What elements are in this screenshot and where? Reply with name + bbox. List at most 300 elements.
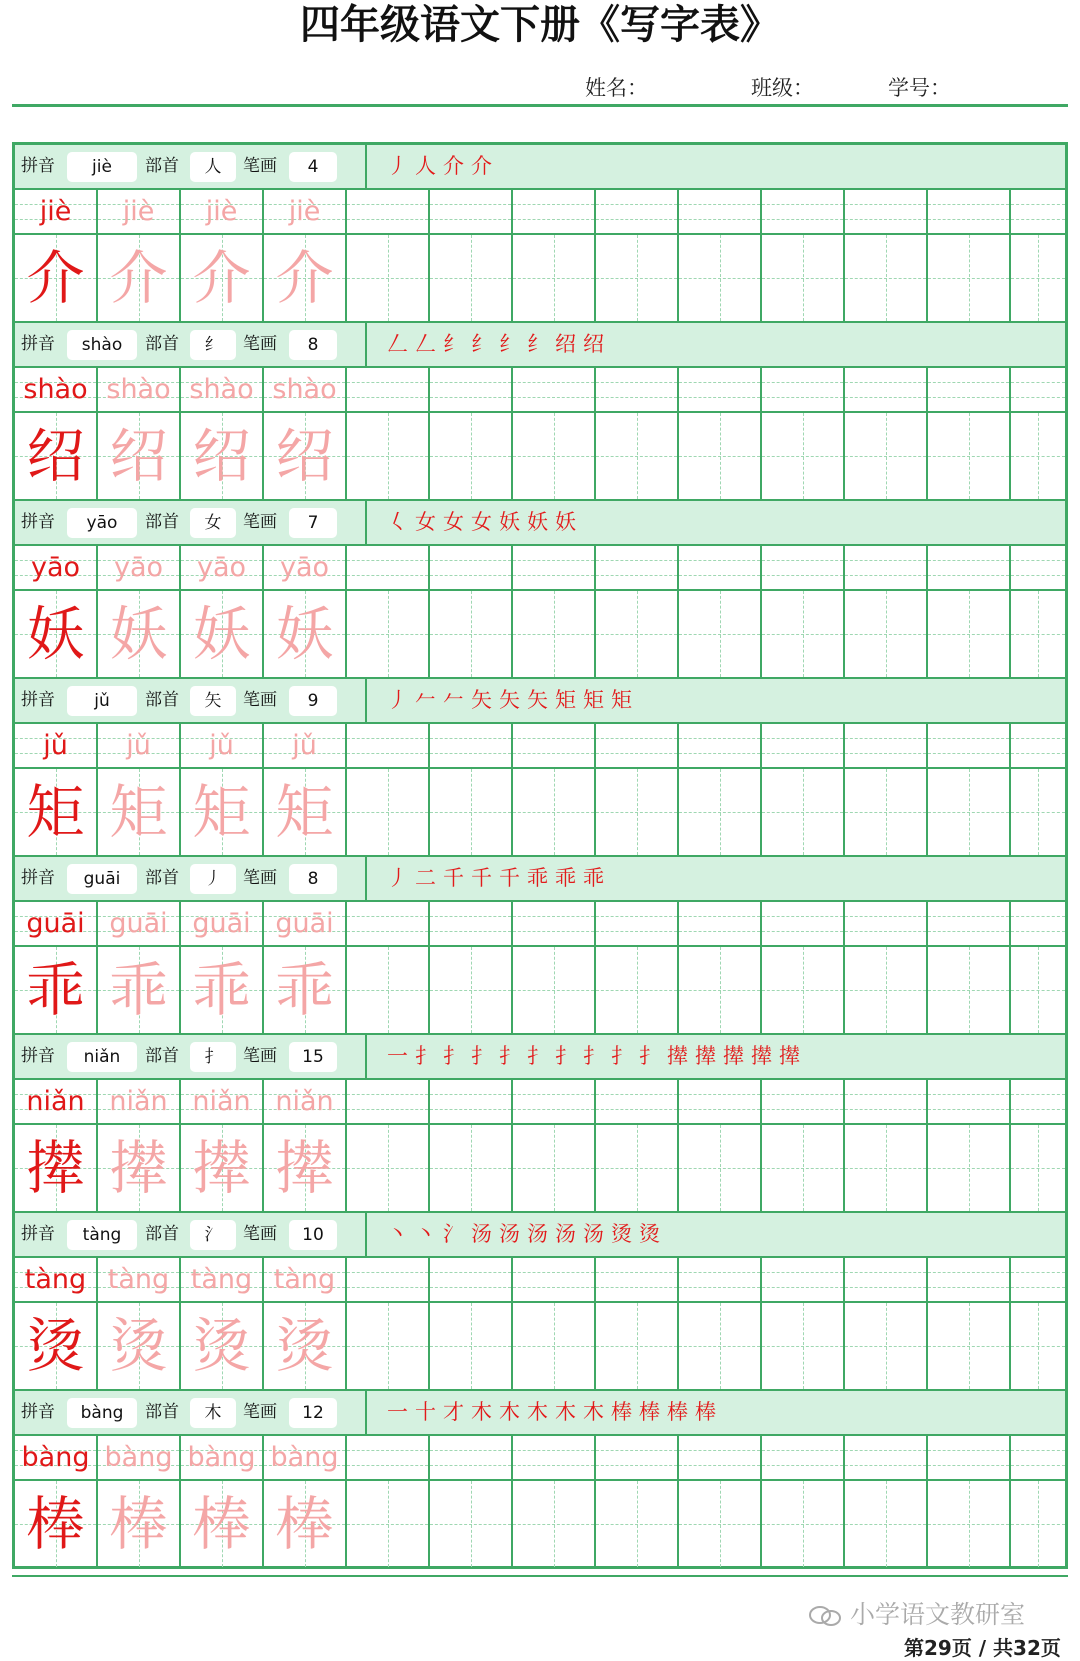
writing-sheet: [12, 142, 1068, 1569]
radical-value: 矢: [190, 686, 236, 716]
stroke-step: 女: [415, 510, 436, 534]
hanzi-row: [15, 235, 1065, 321]
hanzi-cell: [98, 591, 181, 677]
stroke-count-value: 15: [289, 1042, 337, 1072]
pinyin-practice-cell[interactable]: [430, 1080, 513, 1123]
stroke-step: 一: [387, 1044, 408, 1068]
stroke-step: 纟: [499, 332, 520, 356]
radical-value: 纟: [190, 330, 236, 360]
pinyin-practice-cell[interactable]: [679, 902, 762, 945]
stroke-count-value: 7: [289, 508, 337, 538]
char-header: [15, 857, 1065, 902]
stroke-count-value: 10: [289, 1220, 337, 1250]
pinyin-practice-cell[interactable]: [513, 724, 596, 767]
stroke-step: 扌: [499, 1044, 520, 1068]
pinyin-practice-cell[interactable]: [513, 902, 596, 945]
stroke-step: 木: [583, 1400, 604, 1424]
hanzi-practice-cell[interactable]: [928, 769, 1011, 855]
hanzi-practice-cell[interactable]: [679, 1125, 762, 1211]
name-label: 姓名：: [585, 76, 648, 100]
stroke-step: 绍: [583, 332, 604, 356]
hanzi-cell: [98, 1481, 181, 1567]
hanzi-practice-cell[interactable]: [845, 1125, 928, 1211]
stroke-order: [387, 1391, 723, 1434]
hanzi-practice-cell[interactable]: [928, 235, 1011, 321]
stroke-step: 𠃋: [387, 332, 408, 356]
stroke-step: 𠂉: [443, 688, 464, 712]
hanzi-practice-cell[interactable]: [762, 591, 845, 677]
pinyin-label: 拼音: [21, 868, 55, 888]
pinyin-trace: bàng: [270, 1442, 339, 1473]
pinyin-label: 拼音: [21, 690, 55, 710]
hanzi-practice-cell[interactable]: [596, 947, 679, 1033]
stroke-count-label: 笔画: [243, 690, 277, 710]
pinyin-practice-cell[interactable]: [928, 190, 1011, 233]
hanzi-practice-cell[interactable]: [430, 413, 513, 499]
pinyin-practice-cell[interactable]: [347, 1258, 430, 1301]
student-number-label: 学号：: [888, 76, 951, 100]
hanzi-row: [15, 1125, 1065, 1211]
pinyin-trace: shào: [106, 374, 171, 405]
pinyin-practice-cell[interactable]: [430, 1436, 513, 1479]
hanzi-practice-cell[interactable]: [347, 769, 430, 855]
hanzi-practice-cell[interactable]: [347, 947, 430, 1033]
hanzi-cell: [264, 591, 347, 677]
hanzi-practice-cell[interactable]: [679, 235, 762, 321]
hanzi-cell: [181, 1303, 264, 1389]
hanzi-trace: 矩: [192, 778, 251, 846]
pinyin-practice-cell[interactable]: [347, 546, 430, 589]
pinyin-practice-cell[interactable]: [679, 546, 762, 589]
stroke-count-label: 笔画: [243, 512, 277, 532]
pinyin-practice-cell[interactable]: [762, 368, 845, 411]
stroke-step: 木: [527, 1400, 548, 1424]
hanzi-practice-cell[interactable]: [347, 235, 430, 321]
hanzi-practice-cell[interactable]: [430, 235, 513, 321]
watermark-text: 小学语文教研室: [849, 1600, 1025, 1629]
pinyin-practice-cell[interactable]: [762, 1080, 845, 1123]
pinyin-cell: [181, 1436, 264, 1479]
hanzi-practice-cell[interactable]: [928, 947, 1011, 1033]
hanzi-practice-cell[interactable]: [347, 591, 430, 677]
pinyin-trace: jǔ: [126, 730, 151, 761]
page-number: 第29页 / 共32页: [904, 1636, 1061, 1660]
hanzi-practice-cell[interactable]: [513, 947, 596, 1033]
stroke-step: 扌: [415, 1044, 436, 1068]
pinyin-practice-cell[interactable]: [347, 1080, 430, 1123]
pinyin-label: 拼音: [21, 156, 55, 176]
stroke-step: 汤: [499, 1222, 520, 1246]
hanzi-practice-cell[interactable]: [430, 1481, 513, 1567]
pinyin-model: yāo: [30, 552, 81, 583]
stroke-step: 𠂉: [415, 688, 436, 712]
pinyin-practice-cell[interactable]: [347, 190, 430, 233]
hanzi-trace: 乖: [192, 956, 251, 1024]
stroke-step: 汤: [555, 1222, 576, 1246]
stroke-count-label: 笔画: [243, 156, 277, 176]
hanzi-practice-cell[interactable]: [513, 235, 596, 321]
stroke-step: 撵: [667, 1044, 688, 1068]
hanzi-cell: [98, 1125, 181, 1211]
hanzi-practice-cell[interactable]: [596, 1125, 679, 1211]
pinyin-practice-cell[interactable]: [845, 546, 928, 589]
pinyin-trace: jiè: [288, 196, 321, 227]
pinyin-cell: [264, 1258, 347, 1301]
hanzi-practice-cell[interactable]: [596, 1303, 679, 1389]
pinyin-practice-cell[interactable]: [596, 902, 679, 945]
pinyin-practice-cell[interactable]: [347, 1436, 430, 1479]
pinyin-practice-cell[interactable]: [762, 1436, 845, 1479]
hanzi-practice-cell[interactable]: [513, 591, 596, 677]
stroke-step: 二: [415, 866, 436, 890]
pinyin-trace: shào: [272, 374, 337, 405]
pinyin-practice-cell[interactable]: [762, 902, 845, 945]
pinyin-practice-cell[interactable]: [430, 546, 513, 589]
stroke-count-label: 笔画: [243, 1224, 277, 1244]
stroke-step: 棒: [695, 1400, 716, 1424]
pinyin-practice-cell[interactable]: [430, 902, 513, 945]
hanzi-practice-cell[interactable]: [1011, 769, 1065, 855]
stroke-step: 木: [471, 1400, 492, 1424]
pinyin-cell: [181, 902, 264, 945]
hanzi-practice-cell[interactable]: [596, 413, 679, 499]
stroke-step: 乖: [527, 866, 548, 890]
pinyin-row: [15, 190, 1065, 235]
pinyin-practice-cell[interactable]: [762, 724, 845, 767]
stroke-count-label: 笔画: [243, 1402, 277, 1422]
pinyin-practice-cell[interactable]: [596, 724, 679, 767]
hanzi-practice-cell[interactable]: [1011, 1481, 1065, 1567]
hanzi-practice-cell[interactable]: [679, 1481, 762, 1567]
hanzi-practice-cell[interactable]: [845, 413, 928, 499]
pinyin-practice-cell[interactable]: [679, 724, 762, 767]
radical-label: 部首: [145, 1402, 179, 1422]
pinyin-practice-cell[interactable]: [845, 1080, 928, 1123]
pinyin-practice-cell[interactable]: [679, 190, 762, 233]
char-header: [15, 1213, 1065, 1258]
hanzi-practice-cell[interactable]: [845, 769, 928, 855]
pinyin-practice-cell[interactable]: [928, 724, 1011, 767]
hanzi-practice-cell[interactable]: [928, 1303, 1011, 1389]
hanzi-trace: 乖: [275, 956, 334, 1024]
pinyin-practice-cell[interactable]: [845, 1258, 928, 1301]
hanzi-cell: [264, 1481, 347, 1567]
stroke-step: 汤: [471, 1222, 492, 1246]
pinyin-practice-cell[interactable]: [513, 190, 596, 233]
pinyin-model: jǔ: [43, 730, 68, 761]
hanzi-practice-cell[interactable]: [762, 1303, 845, 1389]
hanzi-practice-cell[interactable]: [596, 769, 679, 855]
radical-label: 部首: [145, 1046, 179, 1066]
hanzi-cell: [264, 1303, 347, 1389]
hanzi-practice-cell[interactable]: [679, 947, 762, 1033]
hanzi-practice-cell[interactable]: [430, 1125, 513, 1211]
hanzi-cell: [181, 947, 264, 1033]
hanzi-trace: 绍: [109, 422, 168, 490]
hanzi-practice-cell[interactable]: [679, 591, 762, 677]
pinyin-practice-cell[interactable]: [928, 902, 1011, 945]
pinyin-practice-cell[interactable]: [596, 546, 679, 589]
hanzi-cell: [98, 235, 181, 321]
pinyin-practice-cell[interactable]: [928, 368, 1011, 411]
pinyin-practice-cell[interactable]: [596, 1258, 679, 1301]
pinyin-practice-cell[interactable]: [762, 190, 845, 233]
pinyin-practice-cell[interactable]: [845, 368, 928, 411]
hanzi-cell: [15, 1125, 98, 1211]
pinyin-practice-cell[interactable]: [845, 902, 928, 945]
hanzi-practice-cell[interactable]: [679, 413, 762, 499]
stroke-step: 矢: [499, 688, 520, 712]
pinyin-practice-cell[interactable]: [679, 1436, 762, 1479]
pinyin-practice-cell[interactable]: [430, 368, 513, 411]
stroke-step: 木: [499, 1400, 520, 1424]
stroke-step: 撵: [723, 1044, 744, 1068]
hanzi-row: [15, 413, 1065, 499]
stroke-step: 纟: [527, 332, 548, 356]
pinyin-practice-cell[interactable]: [430, 1258, 513, 1301]
pinyin-trace: bàng: [104, 1442, 173, 1473]
stroke-order: [387, 1213, 667, 1256]
stroke-step: 丶: [387, 1222, 408, 1246]
pinyin-label: 拼音: [21, 512, 55, 532]
hanzi-trace: 妖: [109, 600, 168, 668]
pinyin-practice-cell[interactable]: [596, 1436, 679, 1479]
hanzi-practice-cell[interactable]: [845, 591, 928, 677]
pinyin-practice-cell[interactable]: [1011, 546, 1065, 589]
pinyin-practice-cell[interactable]: [1011, 1436, 1065, 1479]
pinyin-practice-cell[interactable]: [347, 902, 430, 945]
radical-label: 部首: [145, 868, 179, 888]
hanzi-practice-cell[interactable]: [679, 769, 762, 855]
pinyin-practice-cell[interactable]: [347, 368, 430, 411]
hanzi-practice-cell[interactable]: [513, 769, 596, 855]
header-divider: [365, 1391, 367, 1436]
stroke-step: 乖: [555, 866, 576, 890]
pinyin-row: [15, 546, 1065, 591]
pinyin-practice-cell[interactable]: [513, 546, 596, 589]
pinyin-cell: [181, 190, 264, 233]
hanzi-practice-cell[interactable]: [596, 1481, 679, 1567]
pinyin-practice-cell[interactable]: [430, 724, 513, 767]
hanzi-practice-cell[interactable]: [762, 1125, 845, 1211]
pinyin-practice-cell[interactable]: [762, 546, 845, 589]
pinyin-cell: [98, 546, 181, 589]
pinyin-model: jiè: [39, 196, 72, 227]
pinyin-cell: [181, 724, 264, 767]
pinyin-practice-cell[interactable]: [679, 1080, 762, 1123]
hanzi-practice-cell[interactable]: [596, 591, 679, 677]
hanzi-practice-cell[interactable]: [845, 1481, 928, 1567]
stroke-step: 女: [471, 510, 492, 534]
hanzi-practice-cell[interactable]: [1011, 591, 1065, 677]
hanzi-practice-cell[interactable]: [845, 235, 928, 321]
pinyin-trace: jiè: [122, 196, 155, 227]
stroke-step: 女: [443, 510, 464, 534]
pinyin-label: 拼音: [21, 1402, 55, 1422]
hanzi-practice-cell[interactable]: [513, 1481, 596, 1567]
hanzi-practice-cell[interactable]: [928, 1481, 1011, 1567]
hanzi-practice-cell[interactable]: [762, 1481, 845, 1567]
pinyin-practice-cell[interactable]: [1011, 190, 1065, 233]
radical-label: 部首: [145, 156, 179, 176]
hanzi-practice-cell[interactable]: [430, 1303, 513, 1389]
pinyin-practice-cell[interactable]: [513, 1436, 596, 1479]
hanzi-trace: 绍: [192, 422, 251, 490]
stroke-count-value: 8: [289, 864, 337, 894]
pinyin-practice-cell[interactable]: [928, 1080, 1011, 1123]
stroke-step: 汤: [527, 1222, 548, 1246]
hanzi-practice-cell[interactable]: [762, 947, 845, 1033]
pinyin-practice-cell[interactable]: [347, 724, 430, 767]
pinyin-cell: [15, 724, 98, 767]
pinyin-cell: [98, 902, 181, 945]
char-block: [15, 1391, 1065, 1569]
hanzi-model: 棒: [26, 1490, 85, 1558]
pinyin-practice-cell[interactable]: [1011, 724, 1065, 767]
pinyin-practice-cell[interactable]: [928, 1436, 1011, 1479]
hanzi-practice-cell[interactable]: [762, 769, 845, 855]
footer-rule: [12, 1575, 1068, 1577]
hanzi-practice-cell[interactable]: [513, 1125, 596, 1211]
stroke-step: 妖: [555, 510, 576, 534]
hanzi-practice-cell[interactable]: [679, 1303, 762, 1389]
hanzi-row: [15, 1481, 1065, 1567]
hanzi-practice-cell[interactable]: [1011, 947, 1065, 1033]
pinyin-practice-cell[interactable]: [1011, 902, 1065, 945]
hanzi-trace: 烫: [192, 1312, 251, 1380]
stroke-step: 木: [555, 1400, 576, 1424]
hanzi-practice-cell[interactable]: [347, 1481, 430, 1567]
hanzi-practice-cell[interactable]: [596, 235, 679, 321]
hanzi-row: [15, 769, 1065, 855]
stroke-order: [387, 145, 499, 188]
hanzi-practice-cell[interactable]: [430, 947, 513, 1033]
stroke-step: 十: [415, 1400, 436, 1424]
hanzi-practice-cell[interactable]: [762, 413, 845, 499]
stroke-step: 棒: [667, 1400, 688, 1424]
hanzi-practice-cell[interactable]: [845, 1303, 928, 1389]
pinyin-practice-cell[interactable]: [1011, 368, 1065, 411]
pinyin-row: [15, 902, 1065, 947]
pinyin-cell: [15, 368, 98, 411]
hanzi-cell: [98, 947, 181, 1033]
stroke-step: 妖: [499, 510, 520, 534]
stroke-step: 乖: [583, 866, 604, 890]
stroke-step: 妖: [527, 510, 548, 534]
pinyin-cell: [181, 546, 264, 589]
hanzi-trace: 矩: [275, 778, 334, 846]
hanzi-cell: [181, 413, 264, 499]
hanzi-row: [15, 947, 1065, 1033]
stroke-step: 纟: [443, 332, 464, 356]
pinyin-practice-cell[interactable]: [513, 368, 596, 411]
pinyin-practice-cell[interactable]: [513, 1258, 596, 1301]
hanzi-practice-cell[interactable]: [928, 591, 1011, 677]
pinyin-practice-cell[interactable]: [928, 1258, 1011, 1301]
hanzi-practice-cell[interactable]: [1011, 235, 1065, 321]
stroke-order: [387, 1035, 807, 1078]
pinyin-model: tàng: [24, 1264, 87, 1295]
hanzi-practice-cell[interactable]: [513, 1303, 596, 1389]
hanzi-trace: 介: [275, 244, 334, 312]
pinyin-practice-cell[interactable]: [762, 1258, 845, 1301]
hanzi-cell: [264, 413, 347, 499]
pinyin-practice-cell[interactable]: [1011, 1258, 1065, 1301]
hanzi-cell: [181, 1125, 264, 1211]
header-divider: [365, 679, 367, 724]
hanzi-trace: 绍: [275, 422, 334, 490]
pinyin-practice-cell[interactable]: [679, 368, 762, 411]
pinyin-practice-cell[interactable]: [679, 1258, 762, 1301]
stroke-count-label: 笔画: [243, 868, 277, 888]
pinyin-practice-cell[interactable]: [845, 1436, 928, 1479]
char-block: [15, 323, 1065, 501]
hanzi-practice-cell[interactable]: [928, 1125, 1011, 1211]
pinyin-cell: [264, 546, 347, 589]
pinyin-practice-cell[interactable]: [1011, 1080, 1065, 1123]
stroke-count-label: 笔画: [243, 334, 277, 354]
pinyin-row: [15, 1080, 1065, 1125]
pinyin-value: shào: [67, 330, 137, 360]
stroke-step: 人: [415, 154, 436, 178]
pinyin-model: shào: [23, 374, 88, 405]
pinyin-cell: [98, 1080, 181, 1123]
hanzi-practice-cell[interactable]: [347, 413, 430, 499]
pinyin-practice-cell[interactable]: [513, 1080, 596, 1123]
hanzi-practice-cell[interactable]: [1011, 1303, 1065, 1389]
hanzi-cell: [15, 1303, 98, 1389]
hanzi-practice-cell[interactable]: [430, 769, 513, 855]
pinyin-trace: tàng: [107, 1264, 170, 1295]
hanzi-practice-cell[interactable]: [1011, 1125, 1065, 1211]
pinyin-practice-cell[interactable]: [596, 368, 679, 411]
pinyin-trace: niǎn: [192, 1086, 251, 1117]
radical-value: 女: [190, 508, 236, 538]
stroke-step: 千: [471, 866, 492, 890]
hanzi-trace: 介: [109, 244, 168, 312]
pinyin-cell: [264, 1080, 347, 1123]
char-header: [15, 1391, 1065, 1436]
pinyin-practice-cell[interactable]: [596, 1080, 679, 1123]
hanzi-practice-cell[interactable]: [347, 1303, 430, 1389]
pinyin-practice-cell[interactable]: [596, 190, 679, 233]
hanzi-practice-cell[interactable]: [347, 1125, 430, 1211]
pinyin-cell: [15, 1258, 98, 1301]
pinyin-practice-cell[interactable]: [845, 724, 928, 767]
hanzi-practice-cell[interactable]: [928, 413, 1011, 499]
hanzi-model: 矩: [26, 778, 85, 846]
radical-value: 人: [190, 152, 236, 182]
stroke-step: 丿: [387, 866, 408, 890]
stroke-order: [387, 323, 611, 366]
char-header: [15, 145, 1065, 190]
hanzi-practice-cell[interactable]: [762, 235, 845, 321]
hanzi-practice-cell[interactable]: [845, 947, 928, 1033]
hanzi-model: 介: [26, 244, 85, 312]
stroke-count-value: 9: [289, 686, 337, 716]
hanzi-practice-cell[interactable]: [1011, 413, 1065, 499]
hanzi-practice-cell[interactable]: [513, 413, 596, 499]
hanzi-model: 乖: [26, 956, 85, 1024]
pinyin-practice-cell[interactable]: [845, 190, 928, 233]
hanzi-trace: 棒: [275, 1490, 334, 1558]
pinyin-practice-cell[interactable]: [928, 546, 1011, 589]
hanzi-cell: [181, 235, 264, 321]
hanzi-practice-cell[interactable]: [430, 591, 513, 677]
pinyin-practice-cell[interactable]: [430, 190, 513, 233]
pinyin-trace: jǔ: [209, 730, 234, 761]
stroke-step: 扌: [555, 1044, 576, 1068]
